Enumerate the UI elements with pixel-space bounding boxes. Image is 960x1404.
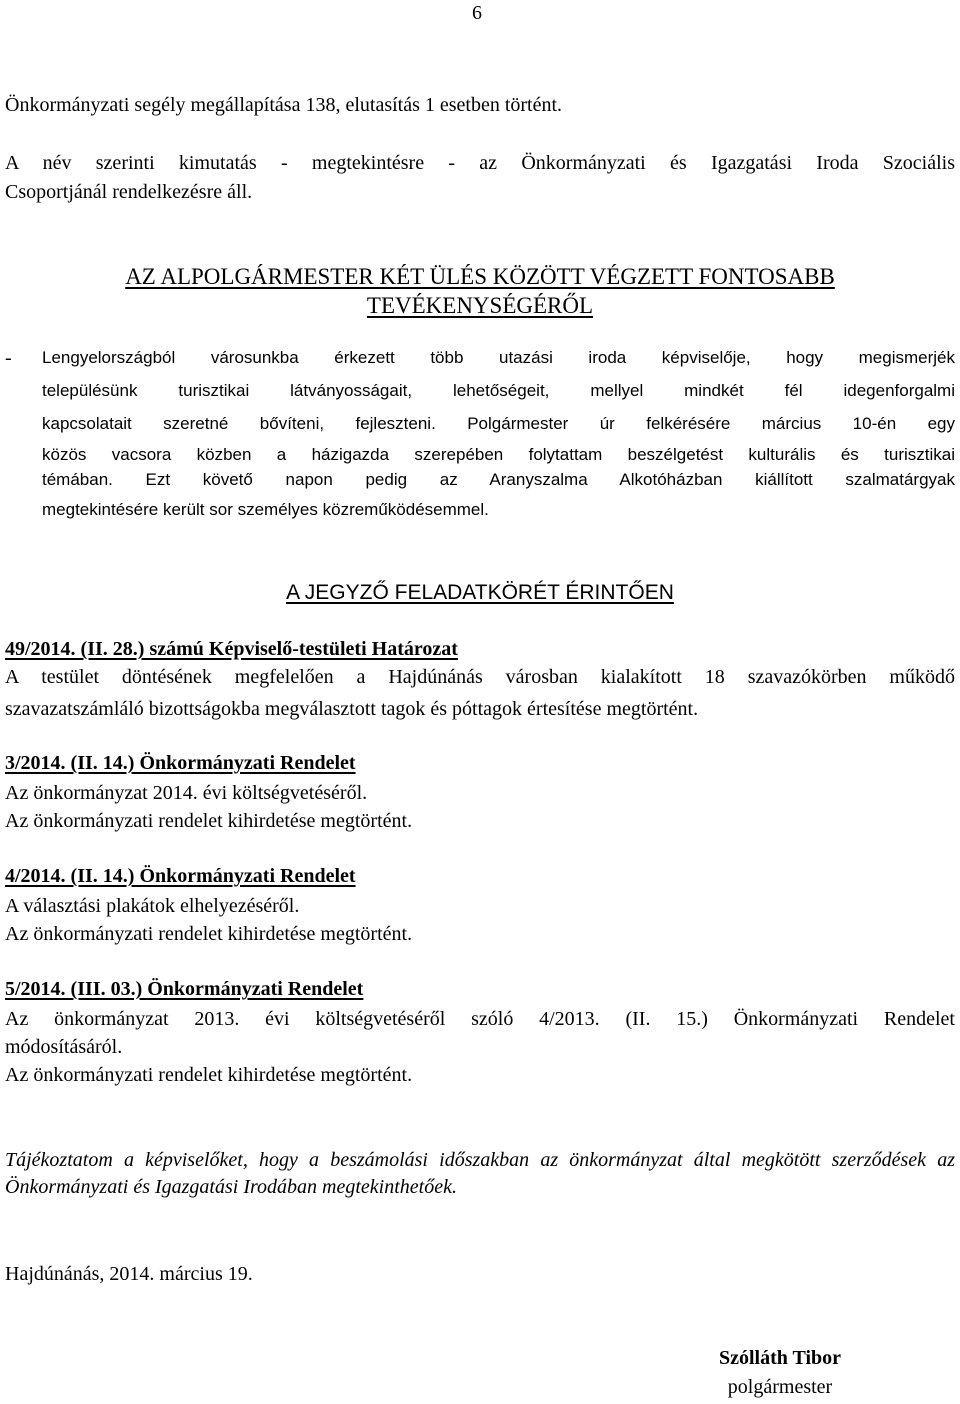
decree-4-line-2: Az önkormányzati rendelet kihirdetése megtörtént. [5, 923, 413, 945]
resolution-line-1: A testület döntésének megfelelően a Hajdúnánás városban kialakított 18 szavazókörben működő [5, 666, 955, 688]
decree-3-line-1: Az önkormányzat 2014. évi költségvetéséről. [5, 782, 368, 804]
decree-4-title: 4/2014. (II. 14.) Önkormányzati Rendelet [5, 865, 356, 887]
list-dash: - [5, 347, 12, 369]
resolution-title: 49/2014. (II. 28.) számú Képviselő-testületi Határozat [5, 638, 458, 660]
resolution-line-2: szavazatszámláló bizottságokba megválasztott tagok és póttagok értesítése megtörtént. [5, 698, 699, 720]
notice-line-1: Tájékoztatom a képviselőket, hogy a beszámolási időszakban az önkormányzat által megkötött szerződések az [5, 1149, 955, 1171]
decree-3-line-2: Az önkormányzati rendelet kihirdetése megtörtént. [5, 810, 413, 832]
activity-line-4: közös vacsora közben a házigazda szerepében folytattam beszélgetést kulturális és turisztikai [42, 445, 955, 464]
section-heading-deputy-mayor-2: TEVÉKENYSÉGÉRŐL [366, 293, 594, 318]
intro-line-3: Csoportjánál rendelkezésre áll. [5, 181, 253, 203]
decree-5-line-1: Az önkormányzat 2013. évi költségvetéséről szóló 4/2013. (II. 15.) Önkormányzati Rendelet [5, 1008, 955, 1030]
signatory-role: polgármester [727, 1376, 833, 1398]
intro-line-2: A név szerinti kimutatás - megtekintésre - az Önkormányzati és Igazgatási Iroda Szociális [5, 152, 955, 174]
activity-line-2: településünk turisztikai látványosságait, lehetőségeit, mellyel mindkét fél idegenforgalmi [42, 381, 955, 400]
activity-line-3: kapcsolatait szeretné bővíteni, fejleszteni. Polgármester úr felkérésére március 10-én egy [42, 414, 955, 433]
decree-3-title: 3/2014. (II. 14.) Önkormányzati Rendelet [5, 752, 356, 774]
signatory-name: Szólláth Tibor [718, 1347, 842, 1369]
intro-line-1: Önkormányzati segély megállapítása 138, elutasítás 1 esetben történt. [5, 94, 563, 116]
notice-line-2: Önkormányzati és Igazgatási Irodában megtekinthetőek. [5, 1176, 457, 1198]
section-heading-notary: A JEGYZŐ FELADATKÖRÉT ÉRINTŐEN [286, 581, 674, 604]
decree-5-line-3: Az önkormányzati rendelet kihirdetése megtörtént. [5, 1064, 413, 1086]
place-date: Hajdúnánás, 2014. március 19. [5, 1263, 253, 1285]
decree-5-title: 5/2014. (III. 03.) Önkormányzati Rendelet [5, 978, 364, 1000]
activity-line-1: Lengyelországból városunkba érkezett több utazási iroda képviselője, hogy megismerjék [42, 348, 955, 367]
decree-5-line-2: módosításáról. [5, 1036, 123, 1058]
activity-line-6: megtekintésére került sor személyes közreműködésemmel. [42, 500, 489, 519]
page-number: 6 [472, 2, 482, 24]
decree-4-line-1: A választási plakátok elhelyezéséről. [5, 895, 300, 917]
activity-line-5: témában. Ezt követő napon pedig az Aranyszalma Alkotóházban kiállított szalmatárgyak [42, 470, 955, 489]
section-heading-deputy-mayor: AZ ALPOLGÁRMESTER KÉT ÜLÉS KÖZÖTT VÉGZETT FONTOSABB [125, 264, 835, 289]
